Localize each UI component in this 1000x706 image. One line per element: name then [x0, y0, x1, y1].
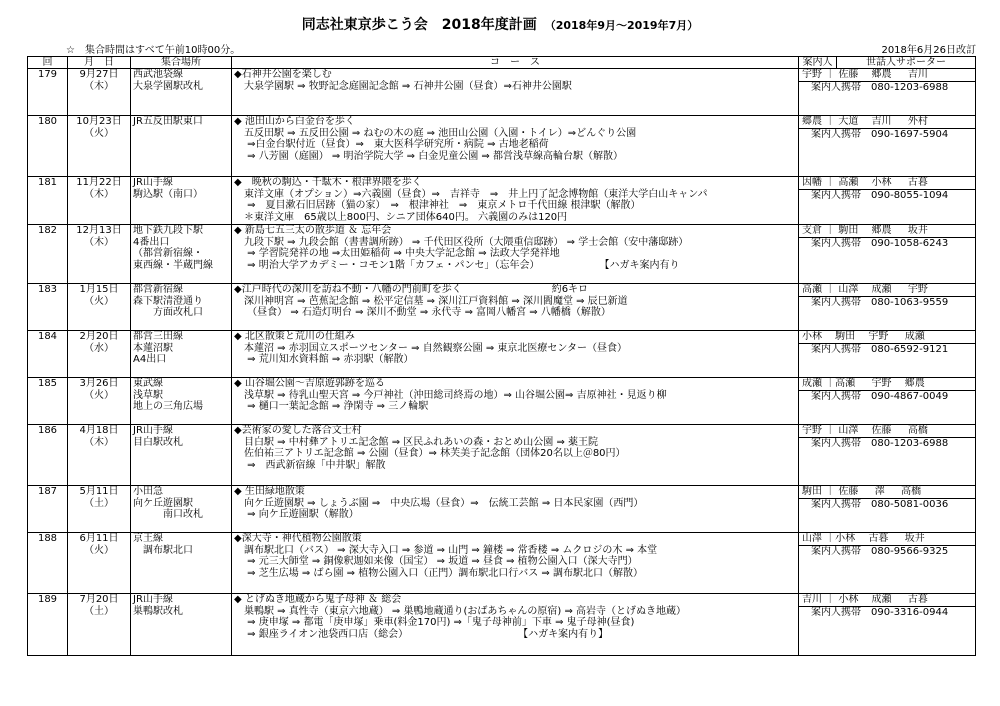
course-description: [232, 69, 799, 116]
meeting-place: [131, 177, 232, 225]
table-row: [28, 69, 976, 116]
place-line: 大泉学園駅改札: [133, 80, 203, 92]
course-description: [232, 225, 799, 284]
header-guide: 案内人: [799, 57, 837, 69]
course-line: 大泉学園駅 ⇒ 牧野記念庭園記念館 ⇒ 石神井公園（昼食）⇒石神井公園駅: [234, 80, 572, 92]
place-line: （都営新宿線・: [133, 248, 203, 260]
meeting-place: [131, 69, 232, 116]
row-date: [68, 378, 131, 425]
staff-cell: [799, 177, 976, 225]
place-line: 駒込駅（南口）: [133, 188, 203, 200]
row-number: 183: [28, 284, 68, 331]
date-text: 9月27日: [79, 69, 119, 80]
course-line: 深川神明宮 ⇒ 芭蕉記念館 ⇒ 松平定信墓 ⇒ 深川江戸資料館 ⇒ 深川閻魔堂 ⇒ 辰巳新道: [234, 295, 628, 307]
place-line: 東武線: [133, 378, 163, 389]
course-line: ⇒ 銀座ライオン池袋西口店（総会） 【ハガキ案内有り】: [234, 629, 609, 641]
table-row: [28, 116, 976, 177]
day-of-week: （土）: [84, 497, 114, 509]
course-title: ◆ 生田緑地散策: [234, 486, 305, 497]
day-of-week: （木）: [84, 436, 114, 448]
table-row: [28, 331, 976, 378]
staff-cell: [799, 425, 976, 486]
staff-names: 駒田 ｜ 佐藤 澤 高橋: [799, 486, 975, 499]
row-date: [68, 533, 131, 594]
header-no: 回: [28, 57, 68, 69]
place-line: 西武池袋線: [133, 69, 183, 80]
course-description: [232, 425, 799, 486]
place-line: A4出口: [133, 354, 167, 366]
header-date: 月 日: [68, 57, 131, 69]
row-date: [68, 425, 131, 486]
row-number: 185: [28, 378, 68, 425]
staff-names: 宇野 ｜ 山澤 佐藤 高橋: [799, 425, 975, 438]
course-line: 調布駅北口（バス） ⇒ 深大寺入口 ⇒ 参道 ⇒ 山門 ⇒ 鐘楼 ⇒ 常香楼 ⇒ ムクロジの木 ⇒ 本堂: [234, 544, 658, 556]
guide-phone: 案内人携帯 090-8055-1094: [811, 189, 949, 201]
table-row: [28, 225, 976, 284]
staff-names: 支倉 ｜ 駒田 郷農 坂井: [799, 225, 975, 238]
course-line: ⇒ 庚申塚 ⇒ 都電「庚申塚」乗車(料金170円) ⇒「鬼子母神前」下車 ⇒ 鬼子母神(昼食): [234, 617, 635, 629]
place-line: 4番出口: [133, 236, 170, 248]
place-line: JR五反田駅東口: [133, 116, 203, 127]
place-line: 巣鴨駅改札: [133, 605, 183, 617]
guide-phone: 案内人携帯 090-1697-5904: [811, 128, 949, 140]
course-description: [232, 378, 799, 425]
guide-phone: 案内人携帯 080-1203-6988: [811, 437, 949, 449]
staff-names: 因幡 ｜ 高瀬 小林 古暮: [799, 177, 975, 190]
date-text: 4月18日: [79, 425, 119, 436]
place-line: 向ケ丘遊園駅: [133, 497, 193, 509]
staff-cell: [799, 486, 976, 533]
row-number: 187: [28, 486, 68, 533]
course-title: ◆ 晩秋の駒込・千駄木・根津界隈を歩く: [234, 177, 422, 188]
row-number: 179: [28, 69, 68, 116]
course-title: ◆ とげぬき地蔵から鬼子母神 ＆ 総会: [234, 594, 402, 605]
day-of-week: （火）: [84, 127, 114, 139]
course-line: 九段下駅 ⇒ 九段会館（書書調所跡） ⇒ 千代田区役所（大隈重信邸跡） ⇒ 学士会館（安中藩邸跡）: [234, 236, 689, 248]
row-date: [68, 225, 131, 284]
staff-cell: [799, 594, 976, 656]
course-title: ◆ 新島七五三太の散歩道 ＆ 忘年会: [234, 225, 392, 236]
course-line: 浅草駅 ⇒ 待乳山聖天宮 ⇒ 今戸神社（沖田総司終焉の地）⇒ 山谷堀公園⇒ 吉原神社・見返り柳: [234, 389, 667, 401]
guide-phone: 案内人携帯 090-4867-0049: [811, 390, 949, 402]
row-date: [68, 331, 131, 378]
date-text: 7月20日: [79, 594, 119, 605]
guide-phone: 案内人携帯 090-1058-6243: [811, 237, 949, 249]
table-row: [28, 284, 976, 331]
course-line: 巣鴨駅 ⇒ 真性寺（東京六地蔵） ⇒ 巣鴨地蔵通り(おばあちゃんの原宿) ⇒ 高岩寺（とげぬき地蔵）: [234, 605, 687, 617]
day-of-week: （火）: [84, 389, 114, 401]
row-date: [68, 116, 131, 177]
table-row: [28, 378, 976, 425]
place-line: 本蓮沼駅: [133, 342, 173, 354]
meeting-place: [131, 425, 232, 486]
table-header-row: [28, 57, 976, 69]
meeting-place: [131, 486, 232, 533]
course-line: ⇒ 芝生広場 ⇒ ばら園 ⇒ 植物公園入口（正門）調布駅北口行バス ⇒ 調布駅北口（解散）: [234, 568, 643, 580]
meeting-place: [131, 378, 232, 425]
course-line: ⇒ 学習院発祥の地 ⇒太田姫稲荷 ⇒ 中央大学記念館 ⇒ 法政大学発祥地: [234, 248, 560, 260]
row-date: [68, 284, 131, 331]
guide-phone: 案内人携帯 080-1203-6988: [811, 81, 949, 93]
place-line: 目白駅改札: [133, 436, 183, 448]
course-line: ⇒ 夏目漱石旧居跡（猫の家） ⇒ 根津神社 ⇒ 東京メトロ千代田線 根津駅（解散）: [234, 200, 641, 212]
header-supporter: 世話人サポーター: [837, 57, 976, 69]
place-line: 森下駅清澄通り: [133, 295, 203, 307]
course-line: ⇒ 樋口一葉記念館 ⇒ 浄閑寺 ⇒ 三ノ輪駅: [234, 401, 429, 413]
day-of-week: （木）: [84, 80, 114, 92]
place-line: 京王線: [133, 533, 163, 544]
meeting-place: [131, 533, 232, 594]
meeting-place: [131, 116, 232, 177]
staff-names: 成瀬 ｜高瀬 宇野 郷農: [799, 378, 975, 391]
row-number: 188: [28, 533, 68, 594]
course-line: ⇒ 八芳園（庭園） ⇒ 明治学院大学 ⇒ 白金児童公園 ⇒ 都営浅草線高輪台駅（解散）: [234, 151, 623, 163]
meeting-place: [131, 284, 232, 331]
course-description: [232, 533, 799, 594]
day-of-week: （火）: [84, 295, 114, 307]
guide-phone: 案内人携帯 080-5081-0036: [811, 498, 949, 510]
staff-names: 小林 駒田 宇野 成瀬: [799, 331, 975, 344]
course-line: 向ケ丘遊園駅 ⇒ しょうぶ園 ⇒ 中央広場（昼食）⇒ 伝統工芸館 ⇒ 日本民家園（西門）: [234, 497, 644, 509]
place-line: 小田急: [133, 486, 163, 497]
row-number: 186: [28, 425, 68, 486]
table-row: [28, 486, 976, 533]
staff-cell: [799, 378, 976, 425]
place-line: JR山手線: [133, 594, 173, 605]
course-line: 東洋文庫（オプション）⇒六義園（昼食）⇒ 吉祥寺 ⇒ 井上円了記念博物館（東洋大学白山キャンパ: [234, 188, 708, 200]
course-line: ⇒ 西武新宿線「中井駅」解散: [234, 460, 386, 472]
place-line: 地上の三角広場: [133, 401, 203, 413]
course-line: （昼食） ⇒ 石造灯明台 ⇒ 深川不動堂 ⇒ 永代寺 ⇒ 富岡八幡宮 ⇒ 八幡橋（解散）: [234, 307, 611, 319]
meeting-place: [131, 331, 232, 378]
course-line: ⇒ 荒川知水資料館 ⇒ 赤羽駅（解散）: [234, 354, 414, 366]
revision-date: 2018年6月26日改訂: [881, 45, 976, 56]
day-of-week: （木）: [84, 188, 114, 200]
date-text: 11月22日: [76, 177, 122, 188]
date-text: 6月11日: [79, 533, 119, 544]
course-description: [232, 594, 799, 656]
staff-names: 吉川 ｜ 小林 成瀬 古暮: [799, 594, 975, 607]
row-number: 184: [28, 331, 68, 378]
course-line: 目白駅 ⇒ 中村彝アトリエ記念館 ⇒ 区民ふれあいの森・おとめ山公園 ⇒ 薬王院: [234, 436, 599, 448]
row-number: 180: [28, 116, 68, 177]
date-text: 2月20日: [79, 331, 119, 342]
place-line: 地下鉄九段下駅: [133, 225, 203, 236]
day-of-week: （水）: [84, 342, 114, 354]
staff-cell: [799, 69, 976, 116]
row-number: 182: [28, 225, 68, 284]
date-text: 3月26日: [79, 378, 119, 389]
course-line: ⇒ 向ケ丘遊園駅（解散）: [234, 509, 359, 521]
staff-cell: [799, 284, 976, 331]
place-line: JR山手線: [133, 177, 173, 188]
staff-names: 山澤 ｜小林 古暮 坂井: [799, 533, 975, 546]
staff-cell: [799, 116, 976, 177]
course-line: ＊東洋文庫 65歳以上800円、シニア団体640円。 六義園のみは120円: [234, 212, 568, 224]
course-line: 五反田駅 ⇒ 五反田公園 ⇒ ねむの木の庭 ⇒ 池田山公園（入園・トイレ）⇒どんぐり公園: [234, 127, 637, 139]
title-text: 同志社東京歩こう会 2018年度計画: [301, 17, 537, 33]
course-title: ◆深大寺・神代植物公園散策: [234, 533, 362, 544]
place-line: JR山手線: [133, 425, 173, 436]
place-line: 都営三田線: [133, 331, 183, 342]
course-title: ◆ 池田山から白金台を歩く: [234, 116, 355, 127]
staff-cell: [799, 533, 976, 594]
page-title: [0, 14, 1000, 34]
meeting-place: [131, 225, 232, 284]
course-line: ⇒ 明治大学アカデミー・コモン1階「カフェ・パンセ」（忘年会） 【ハガキ案内有り: [234, 260, 680, 272]
meeting-place: [131, 594, 232, 656]
header-place: 集合場所: [131, 57, 232, 69]
staff-names: 高瀬 ｜ 山澤 成瀬 宇野: [799, 284, 975, 297]
place-line: 東西線・半蔵門線: [133, 260, 213, 272]
table-row: [28, 177, 976, 225]
title-period: （2018年9月～2019年7月）: [544, 19, 699, 32]
course-title: ◆江戸時代の深川を訪ね不動・八幡の門前町を歩く 約6キロ: [234, 284, 589, 295]
course-title: ◆石神井公園を楽しむ: [234, 69, 332, 80]
date-text: 10月23日: [76, 116, 122, 127]
row-date: [68, 69, 131, 116]
place-line: 方面改札口: [133, 307, 203, 319]
guide-phone: 案内人携帯 080-1063-9559: [811, 296, 949, 308]
row-date: [68, 594, 131, 656]
course-title: ◆芸術家の愛した落合文士村: [234, 425, 362, 436]
meeting-time-note: ☆ 集合時間はすべて午前10時00分。: [66, 45, 241, 56]
staff-names: 郷農 ｜ 大道 吉川 外村: [799, 116, 975, 129]
course-title: ◆ 山谷堀公園～吉原遊郭跡を巡る: [234, 378, 385, 389]
course-line: 佐伯祐三アトリエ記念館 ⇒ 公園（昼食）⇒ 林芙美子記念館（団体20名以上＠80円）: [234, 448, 626, 460]
course-line: 本蓮沼 ⇒ 赤羽国立スポーツセンター ⇒ 自然観察公園 ⇒ 東京北医療センター（昼食）: [234, 342, 628, 354]
schedule-table: [27, 56, 976, 656]
place-line: 調布駅北口: [133, 544, 193, 556]
place-line: 都営新宿線: [133, 284, 183, 295]
day-of-week: （木）: [84, 236, 114, 248]
course-line: ⇒ 元三大師堂 ⇒ 銅像釈迦如来像（国宝） ⇒ 坂道 ⇒ 昼食 ⇒ 植物公園入口（深大寺門）: [234, 556, 638, 568]
course-description: [232, 116, 799, 177]
header-course: コ ー ス: [232, 57, 799, 69]
course-description: [232, 486, 799, 533]
day-of-week: （土）: [84, 605, 114, 617]
course-description: [232, 331, 799, 378]
place-line: 浅草駅: [133, 389, 163, 401]
guide-phone: 案内人携帯 090-3316-0944: [811, 606, 949, 618]
table-row: [28, 425, 976, 486]
table-row: [28, 594, 976, 656]
row-date: [68, 177, 131, 225]
course-title: ◆ 北区散策と荒川の仕組み: [234, 331, 355, 342]
course-description: [232, 177, 799, 225]
course-description: [232, 284, 799, 331]
staff-names: 宇野 ｜ 佐藤 郷農 吉川: [799, 69, 975, 82]
table-row: [28, 533, 976, 594]
date-text: 12月13日: [76, 225, 122, 236]
row-number: 189: [28, 594, 68, 656]
date-text: 1月15日: [79, 284, 119, 295]
place-line: 南口改札: [133, 509, 203, 521]
day-of-week: （火）: [84, 544, 114, 556]
course-line: ⇒白金台駅付近（昼食）⇒ 東大医科学研究所・病院 ⇒ 古地老稲荷: [234, 139, 549, 151]
row-number: 181: [28, 177, 68, 225]
date-text: 5月11日: [79, 486, 119, 497]
staff-cell: [799, 225, 976, 284]
row-date: [68, 486, 131, 533]
guide-phone: 案内人携帯 080-9566-9325: [811, 545, 949, 557]
staff-cell: [799, 331, 976, 378]
guide-phone: 案内人携帯 080-6592-9121: [811, 343, 949, 355]
